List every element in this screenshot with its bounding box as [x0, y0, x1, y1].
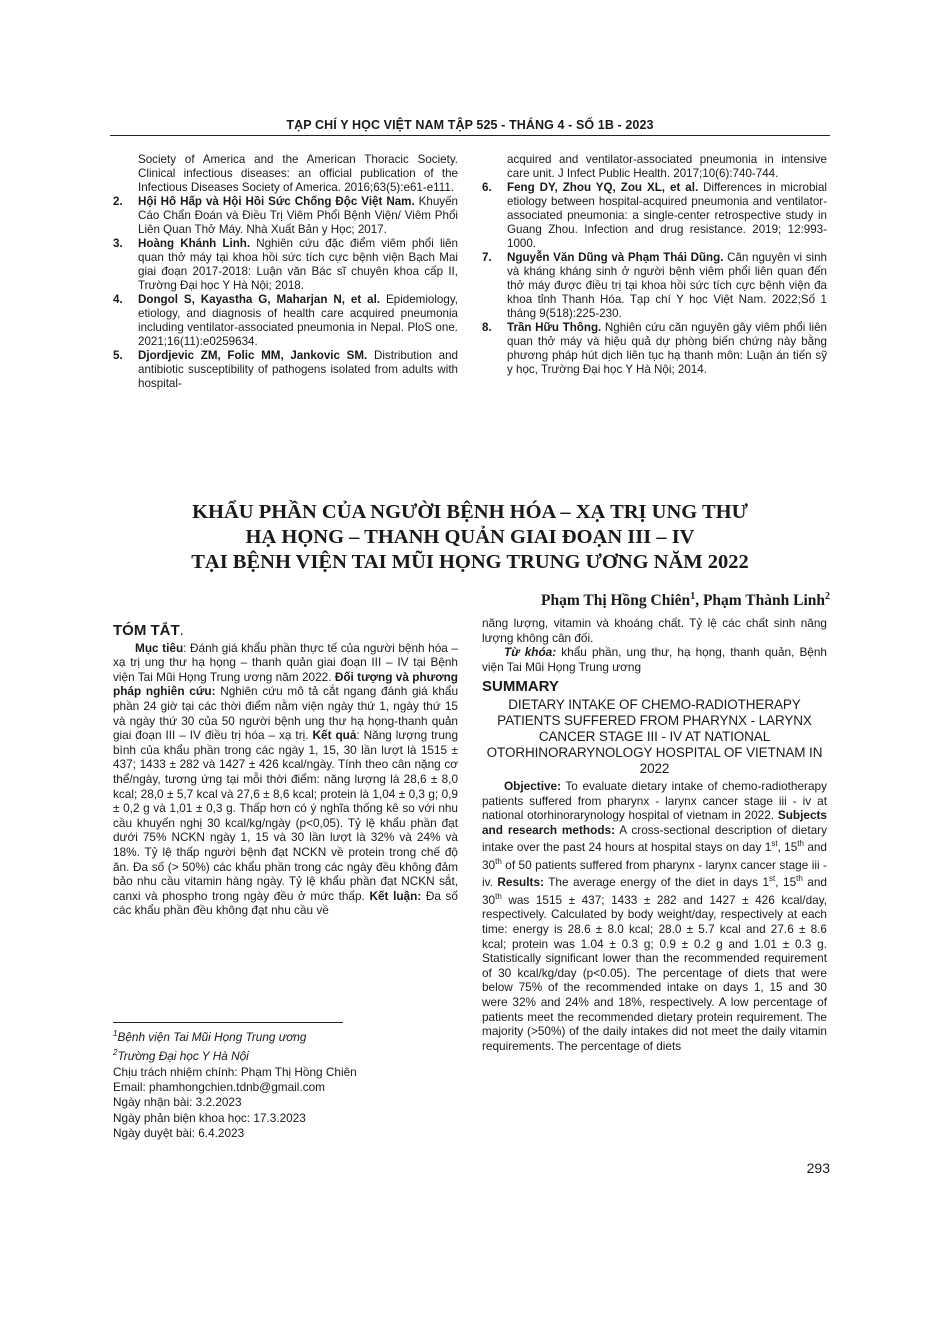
reference-authors: Dongol S, Kayastha G, Maharjan N, et al. [138, 293, 381, 306]
reference-authors: Hoàng Khánh Linh. [138, 237, 251, 250]
title-line-1: KHẨU PHẦN CỦA NGƯỜI BỆNH HÓA – XẠ TRỊ UNG THƯ [192, 501, 748, 523]
reference-list-left [113, 153, 458, 391]
summary-objective-label: Objective: [504, 778, 562, 793]
objective-text: : Đánh giá khẩu phần thực tế của người bệnh hóa – xạ trị ung thư hạ họng – thanh quản giai đoạn III – IV tại Bệnh viện Tai Mũi Họng Trung ương năm 2022. [113, 640, 458, 684]
summary-methods-text-c: and 30 [482, 840, 827, 872]
summary-results-text-d: was 1515 ± 437; 1433 ± 282 and 1427 ± 426 kcal/day, respectively. Calculated by body weight/day, respectively at each time: energy is 28.6 ± 8.0 kcal; 28.0 ± 5.7 kcal and 27.6 ± 8.6 kcal; protein was 1.04 ± 0.3 g; 0.9 ± 0.2 g and 1.01 ± 0.3 g. Statistically significant lower than the recommended requirement of 30 kcal/kg/day (p<0.05). The percentage of diets that were below 75% of the recommended intake on days 1, 15 and 30 were 32% and 24% and 18%, respectively. A low percentage of patients meet the recommended dietary protein requirement. The majority (>50%) of the daily intakes did not meet the daily vitamin requirements. The percentage of diets [482, 892, 827, 1053]
methods-text: Nghiên cứu mô tả cắt ngang đánh giá khẩu phần 24 giờ tại các thời điểm nằm viện ngày thứ 1, ngày thứ 15 và ngày thứ 30 của 50 người bệnh ung thư hạ họng-thanh quản giai đoạn III – IV điều trị hóa – xạ trị. [113, 684, 459, 743]
reference-text: Nghiên cứu căn nguyên gây viêm phổi liên quan thở máy và hiệu quả dự phòng biến chứng này bằng phương pháp hút dịch liên tục hạ thanh môn: Luận án tiến sỹ y học, Trường Đại học Y Hà Nội; 2014. [507, 321, 827, 376]
page-number: 293 [806, 1160, 830, 1176]
keywords-text: khẩu phần, ung thư, hạ họng, thanh quản, Bệnh viện Tai Mũi Họng Trung ương [482, 645, 827, 674]
summary-results-text-b: , 15 [775, 875, 797, 890]
title-line-2: HẠ HỌNG – THANH QUẢN GIAI ĐOẠN III – IV [245, 526, 695, 548]
reference-item [113, 153, 458, 195]
reference-authors: Feng DY, Zhou YQ, Zou XL, et al. [507, 181, 699, 194]
objective-label: Mục tiêu [135, 640, 184, 655]
reference-number: 2. [113, 195, 123, 208]
keywords [482, 645, 827, 674]
summary-methods-text-d: of 50 patients suffered from pharynx - larynx cancer stage iii - iv. [482, 857, 827, 890]
reference-text: Căn nguyên vi sinh và kháng kháng sinh ở người bệnh viêm phổi liên quan đến thở máy được điều trị tại khoa hồi sức tích cực bệnh viện đa khoa tỉnh Thanh Hóa. Tạp chí Y học Việt Nam. 2022;Số 1 tháng 9(518):225-230. [507, 251, 827, 320]
abstract-heading-text: TÓM TẮT [113, 622, 180, 639]
reference-list-right [482, 153, 827, 377]
footnotes [113, 1026, 458, 1142]
reference-authors: Trần Hữu Thông. [507, 321, 602, 334]
affiliation-1-mark: 1 [113, 1029, 118, 1038]
author-2: Phạm Thành Linh [702, 592, 825, 610]
author-1: Phạm Thị Hồng Chiên [541, 592, 691, 610]
date-reviewed: Ngày phản biện khoa học: 17.3.2023 [113, 1110, 306, 1125]
abstract-heading [113, 624, 458, 639]
author-1-affiliation: 1 [690, 591, 696, 602]
header-rule [110, 135, 830, 136]
reference-number: 7. [482, 251, 492, 264]
sup-th: th [495, 891, 502, 901]
author-2-affiliation: 2 [825, 591, 830, 602]
abstract-continuation: năng lượng, vitamin và khoáng chất. Tỷ lệ các chất sinh năng lượng không cân đối. [482, 616, 827, 645]
corresponding-author: Chịu trách nhiệm chính: Phạm Thị Hồng Chiên [113, 1064, 357, 1079]
sup-th: th [796, 874, 803, 884]
abstract-body [113, 641, 458, 918]
footnote-rule [113, 1022, 343, 1023]
reference-number: 5. [113, 349, 123, 362]
methods-label: Đối tượng và phương pháp nghiên cứu: [113, 669, 458, 699]
author-separator: , [695, 592, 703, 610]
sup-th: th [495, 856, 502, 866]
summary-methods-text-a: A cross-sectional description of dietary intake over the past 24 hours at hospital stays on day 1 [482, 822, 827, 855]
results-text: : Năng lượng trung bình của khẩu phần trong các ngày 1, 15, 30 lần lượt là 1515 ± 437; 1433 ± 282 và 1427 ± 426 kcal/ngày. Tính theo cân nặng cơ thể/ngày, tương ứng tại mỗi thời điểm: năng lượng là 28,6 ± 8,0 kcal; 28,0 ± 5,7 kcal và 27,6 ± 8,6 kcal; protein là 1,04 ± 0,3 g; 0,9 ± 0,2 g và 1,01 ± 0,3 g. Thấp hơn có ý nghĩa thống kê so với nhu cầu khuyến nghị 30 kcal/kg/ngày (p<0,05). Tỷ lệ khẩu phần đạt dưới 75% NCKN ngày 1, 15 và 30 lần lượt là 32% và 24% và 18%. Tỷ lệ thấp người bệnh đạt NCKN về protein trong chế độ ăn. Đa số (> 50%) các khẩu phần trong các ngày đều không đảm bảo nhu cầu vitamin hàng ngày. Tỷ lệ khẩu phần đạt NCKN sắt, canxi và phospho trong ngày đều ở mức thấp. [113, 728, 459, 903]
sup-st: st [771, 839, 778, 849]
reference-item [482, 251, 827, 321]
affiliation-1-text: Bệnh viện Tai Mũi Họng Trung ương [117, 1029, 307, 1044]
reference-text: Epidemiology, etiology, and diagnosis of health care acquired pneumonia including ventilator-associated pneumonia in Nepal. PloS one. 2021;16(11):e0259634. [138, 293, 458, 348]
date-received: Ngày nhận bài: 3.2.2023 [113, 1095, 242, 1110]
reference-item [113, 293, 458, 349]
summary-objective-text: To evaluate dietary intake of chemo-radiotherapy patients suffered from pharynx - larynx cancer stage iii - iv at national otorhinorarynology hospital of vietnam in 2022. [482, 778, 827, 823]
abstract-english-column [482, 616, 827, 1053]
date-accepted: Ngày duyệt bài: 6.4.2023 [113, 1126, 245, 1141]
corresponding-email: Email: phamhongchien.tdnb@gmail.com [113, 1080, 325, 1095]
reference-text: Khuyến Cáo Chẩn Đoán và Điều Trị Viêm Phổi Bệnh Viện/ Viêm Phổi Liên Quan Thở Máy. Nhà Xuất Bản y Học; 2017. [138, 195, 458, 236]
reference-authors: Djordjevic ZM, Folic MM, Jankovic SM. [138, 349, 368, 362]
reference-item [482, 181, 827, 251]
reference-number: 3. [113, 237, 123, 250]
reference-text: Society of America and the American Thoracic Society. Clinical infectious diseases: an official publication of the Infectious Diseases Society of America. 2016;63(5):e61-e111. [138, 153, 458, 194]
conclusion-text: Đa số các khẩu phần đều không đạt nhu cầu về [113, 888, 458, 918]
reference-number: 6. [482, 181, 492, 194]
results-label: Kết quả [312, 728, 357, 743]
reference-item [482, 153, 827, 181]
sup-st: st [769, 874, 776, 884]
reference-item [113, 349, 458, 391]
reference-authors: Nguyễn Văn Dũng và Phạm Thái Dũng. [507, 251, 724, 264]
abstract-heading-dot: . [179, 622, 184, 639]
reference-text: Distribution and antibiotic susceptibility of pathogens isolated from adults with hospital- [138, 349, 458, 390]
reference-number: 8. [482, 321, 492, 334]
running-header: TẠP CHÍ Y HỌC VIỆT NAM TẬP 525 - THÁNG 4 - SỐ 1B - 2023 [286, 118, 654, 132]
reference-number: 4. [113, 293, 123, 306]
reference-text: acquired and ventilator-associated pneumonia in intensive care unit. J Infect Public Health. 2017;10(6):740-744. [507, 153, 827, 180]
summary-results-text-a: The average energy of the diet in days 1 [543, 875, 770, 890]
affiliation-2 [113, 1045, 458, 1064]
abstract-vietnamese [113, 620, 458, 918]
article-title [110, 500, 830, 575]
reference-text: Differences in microbial etiology between hospital-acquired pneumonia and ventilator-associated pneumonia: a single-center retrospective study in Guang Zhou. Infection and drug resistance. 2019; 12:993-1000. [507, 181, 827, 250]
summary-methods-text-b: , 15 [777, 840, 798, 855]
summary-body [482, 779, 827, 1053]
summary-title: DIETARY INTAKE OF CHEMO-RADIOTHERAPY PATIENTS SUFFERED FROM PHARYNX - LARYNX CANCER STAGE III - IV AT NATIONAL OTORHINORARYNOLOGY HOSPITAL OF VIETNAM IN 2022 [486, 696, 823, 776]
affiliation-1 [113, 1026, 458, 1045]
conclusion-label: Kết luận: [369, 888, 422, 903]
title-line-3: TẠI BỆNH VIỆN TAI MŨI HỌNG TRUNG ƯƠNG NĂM 2022 [191, 551, 749, 573]
summary-results-label: Results: [497, 875, 544, 890]
reference-item [113, 195, 458, 237]
affiliation-2-text: Trường Đại học Y Hà Nội [117, 1049, 249, 1064]
author-line [420, 591, 830, 610]
keywords-label: Từ khóa: [504, 645, 557, 660]
reference-item [113, 237, 458, 293]
reference-authors: Hội Hô Hấp và Hội Hồi Sức Chống Độc Việt Nam. [138, 195, 415, 208]
summary-heading: SUMMARY [482, 678, 559, 696]
reference-item [482, 321, 827, 377]
sup-th: th [797, 839, 804, 849]
summary-results-text-c: and 30 [482, 875, 827, 907]
summary-methods-label: Subjects and research methods: [482, 808, 827, 837]
reference-text: Nghiên cứu đặc điểm viêm phổi liên quan thở máy tại khoa hồi sức tích cực bệnh viện Bạch Mai giai đoạn 2017-2018: Luận văn Bác sĩ chuyên khoa cấp II, Trường Đại học Y Hà Nội; 2018. [138, 237, 459, 292]
affiliation-2-mark: 2 [113, 1048, 118, 1058]
